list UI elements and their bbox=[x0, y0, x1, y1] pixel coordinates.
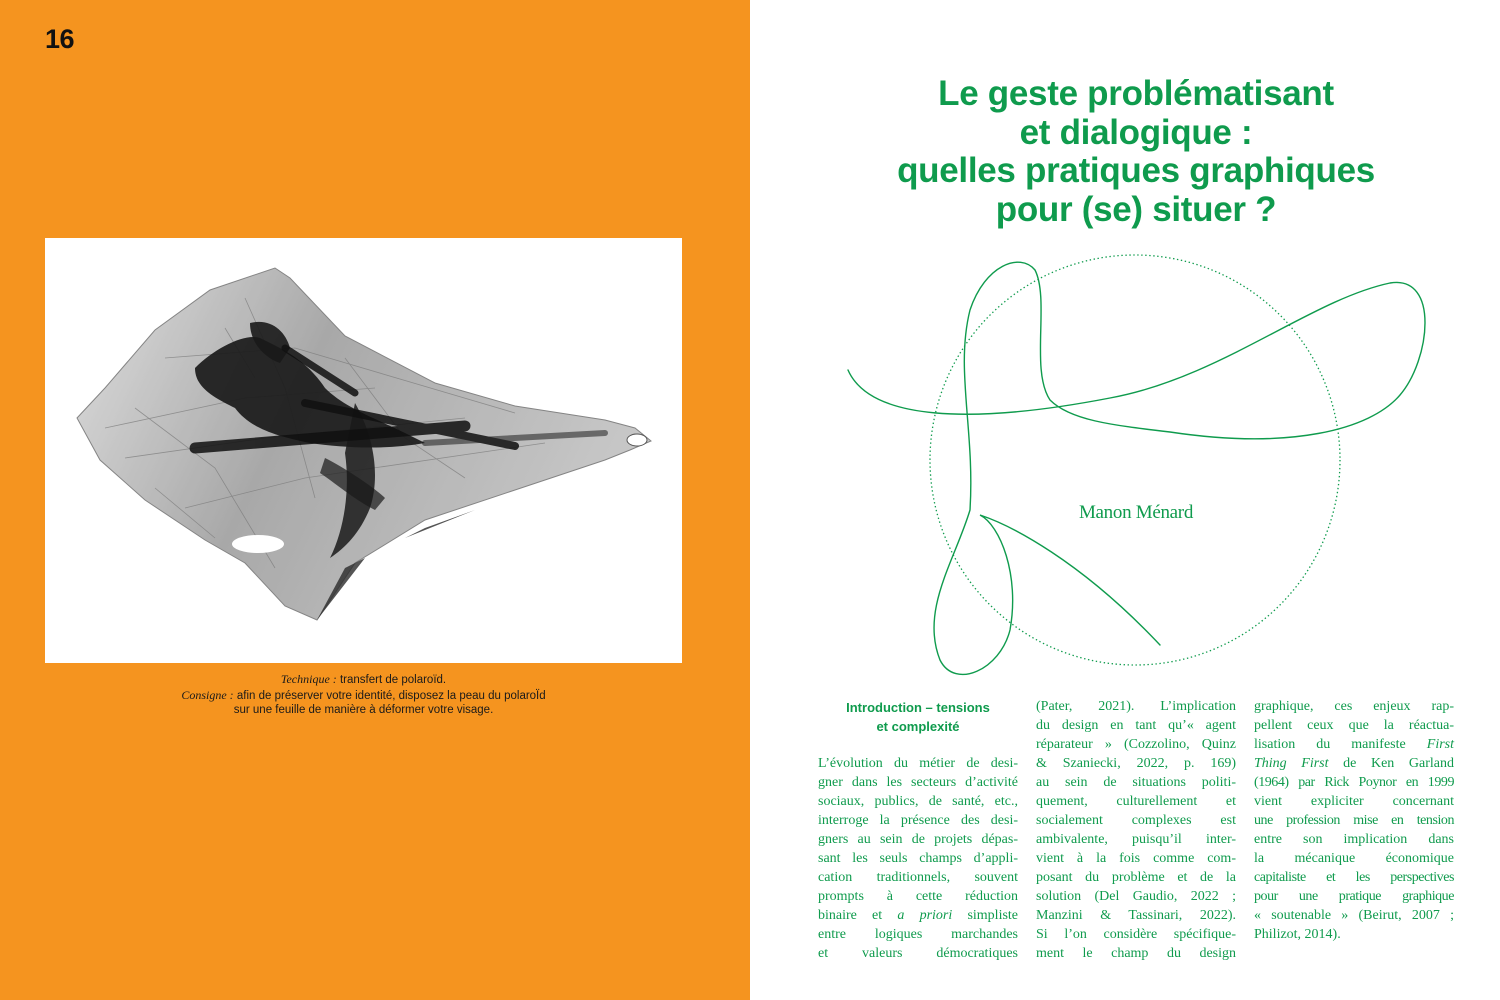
section-heading-line: Introduction – tensions bbox=[846, 700, 990, 715]
text-line: & Szaniecki, 2022, p. 169) bbox=[1036, 756, 1236, 771]
caption-technique-line bbox=[45, 672, 682, 688]
italic-title: Thing First bbox=[1254, 756, 1329, 771]
title-line: quelles pratiques graphiques bbox=[897, 151, 1375, 190]
body-column-2 bbox=[1036, 697, 1236, 963]
text-line: Si l’on considère spécifique- bbox=[1036, 927, 1236, 942]
caption-instruction-line bbox=[45, 688, 682, 704]
text-line: socialement complexes est bbox=[1036, 813, 1236, 828]
text-line: sant les seuls champs d’appli- bbox=[818, 851, 1018, 866]
text-line: sociaux, publics, de santé, etc., bbox=[818, 794, 1018, 809]
caption-instruction-label: Consigne : bbox=[181, 687, 234, 702]
text-line bbox=[818, 906, 1018, 925]
text-line: posant du problème et de la bbox=[1036, 870, 1236, 885]
text-line: réparateur » (Cozzolino, Quinz bbox=[1036, 737, 1236, 752]
section-heading-line: et complexité bbox=[876, 719, 960, 734]
text-line: vient à la fois comme com- bbox=[1036, 851, 1236, 866]
text-line: Manzini & Tassinari, 2022). bbox=[1036, 908, 1236, 923]
italic-title: First bbox=[1426, 737, 1454, 752]
title-line: et dialogique : bbox=[1019, 112, 1253, 152]
text-line: L’évolution du métier de desi- bbox=[818, 756, 1018, 771]
text-line: graphique, ces enjeux rap- bbox=[1254, 699, 1454, 714]
title-line: Le geste problématisant bbox=[938, 74, 1334, 113]
text-line: la mécanique économique bbox=[1254, 851, 1454, 866]
title-line: pour (se) situer ? bbox=[995, 189, 1277, 229]
decorative-line-drawing bbox=[750, 0, 1500, 700]
text-line: du design en tant qu’« agent bbox=[1036, 718, 1236, 733]
right-page bbox=[750, 0, 1500, 1000]
text-line: interroge la présence des desi- bbox=[818, 813, 1018, 828]
text-line: ment le champ du design bbox=[1036, 946, 1236, 961]
text-line: (1964) par Rick Poynor en 1999 bbox=[1254, 775, 1454, 790]
polaroid-transfer-photo bbox=[45, 238, 682, 663]
author-name: Manon Ménard bbox=[1078, 502, 1194, 523]
text-line: capitaliste et les perspectives bbox=[1254, 870, 1454, 885]
text-line: pellent ceux que la réactua- bbox=[1254, 718, 1454, 733]
page-number: 16 bbox=[45, 24, 75, 54]
text-line bbox=[1254, 735, 1454, 754]
text-fragment: lisation du manifeste bbox=[1254, 737, 1406, 752]
text-line: quement, culturellement et bbox=[1036, 794, 1236, 809]
text-line: vient expliciter concernant bbox=[1254, 794, 1454, 809]
text-fragment: binaire et bbox=[818, 908, 883, 923]
text-fragment: simpliste bbox=[967, 908, 1019, 923]
caption-instruction-text-1: afin de préserver votre identité, disposez la peau du polaroÏd bbox=[236, 689, 546, 702]
caption-technique-text: transfert de polaroïd. bbox=[339, 674, 447, 686]
text-fragment: de Ken Garland bbox=[1343, 756, 1455, 771]
text-line: et valeurs démocratiques bbox=[818, 946, 1018, 961]
text-line: pour une pratique graphique bbox=[1254, 889, 1454, 904]
photo-caption bbox=[45, 672, 682, 718]
text-line: Philizot, 2014). bbox=[1254, 927, 1341, 942]
caption-technique-label: Technique : bbox=[280, 672, 337, 686]
italic-term: a priori bbox=[897, 908, 953, 923]
text-line: une profession mise en tension bbox=[1254, 813, 1454, 828]
text-line: cation traditionnels, souvent bbox=[818, 870, 1018, 885]
text-line: (Pater, 2021). L’implication bbox=[1036, 699, 1236, 714]
text-line: prompts à cette réduction bbox=[818, 889, 1018, 904]
text-line: gners au sein de projets dépas- bbox=[818, 832, 1018, 847]
text-line: gner dans les secteurs d’activité bbox=[818, 775, 1018, 790]
dotted-circle bbox=[930, 255, 1340, 665]
body-column-1 bbox=[818, 754, 1018, 963]
body-column-3 bbox=[1254, 697, 1454, 944]
scribble-line bbox=[848, 262, 1425, 674]
text-line: solution (Del Gaudio, 2022 ; bbox=[1036, 889, 1236, 904]
caption-instruction-text-2: sur une feuille de manière à déformer votre visage. bbox=[233, 704, 494, 716]
text-line bbox=[1254, 754, 1454, 773]
text-line: « soutenable » (Beirut, 2007 ; bbox=[1254, 908, 1454, 923]
text-line: au sein de situations politi- bbox=[1036, 775, 1236, 790]
text-line: entre son implication dans bbox=[1254, 832, 1454, 847]
section-heading bbox=[818, 698, 1018, 736]
text-line: ambivalente, puisqu’il inter- bbox=[1036, 832, 1236, 847]
polaroid-skin-illustration bbox=[45, 238, 682, 663]
text-line: entre logiques marchandes bbox=[818, 927, 1018, 942]
